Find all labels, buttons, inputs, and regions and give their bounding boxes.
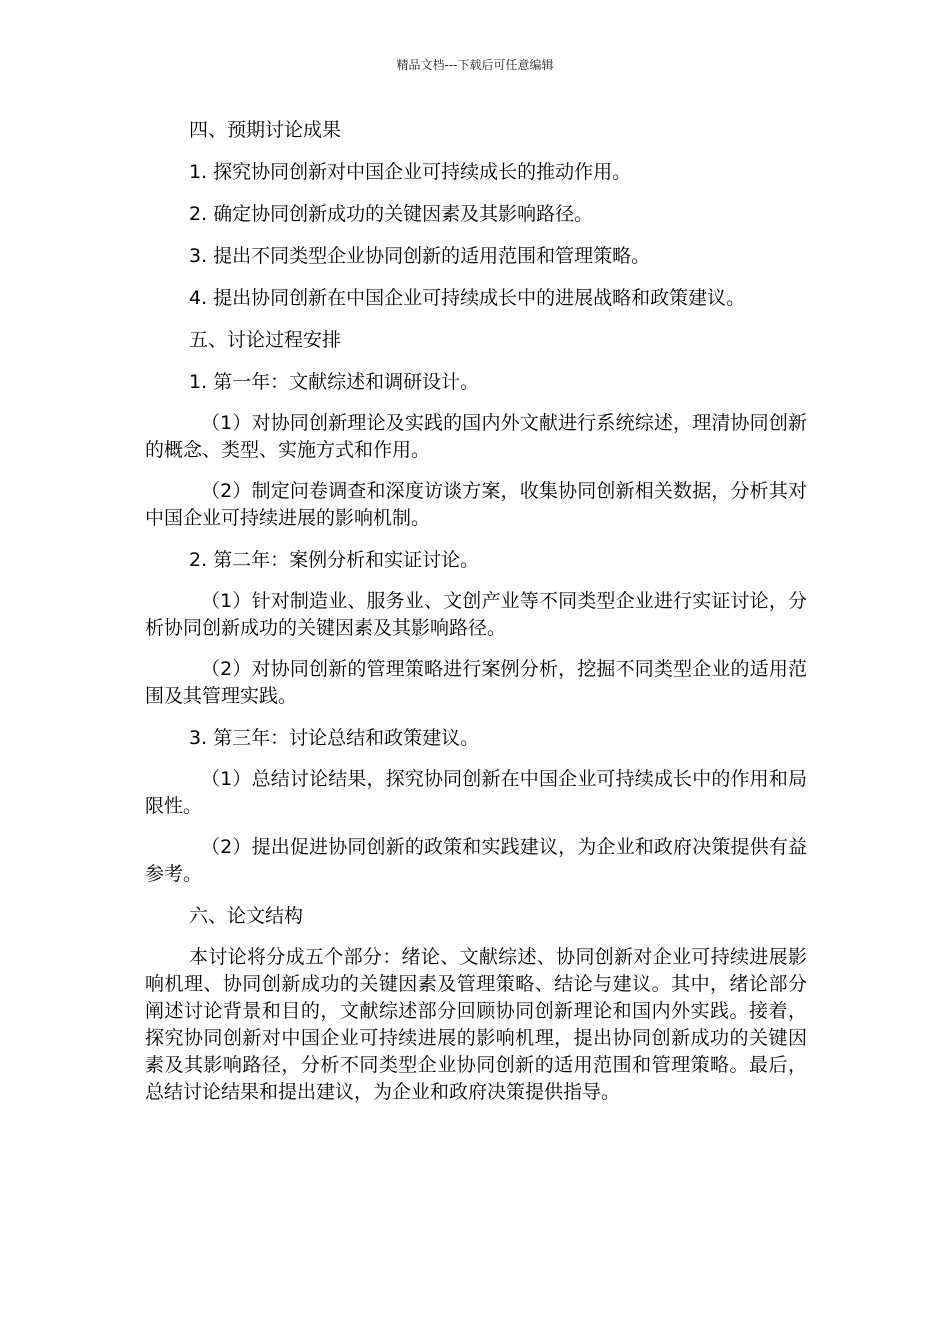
- sub-item-paragraph: （2）提出促进协同创新的政策和实践建议，为企业和政府决策提供有益参考。: [145, 836, 807, 885]
- section-heading-paper-structure: 六、论文结构: [189, 905, 304, 927]
- sub-item-paragraph: （2）制定问卷调查和深度访谈方案，收集协同创新相关数据，分析其对中国企业可持续进展的影响机制。: [145, 480, 807, 529]
- body-paragraph: 本讨论将分成五个部分：绪论、文献综述、协同创新对企业可持续进展影响机理、协同创新成功的关键因素及管理策略、结论与建议。其中，绪论部分阐述讨论背景和目的，文献综述部分回顾协同创新理论和国内外实践。接着，探究协同创新对中国企业可持续进展的影响机理，提出协同创新成功的关键因素及其影响路径，分析不同类型企业协同创新的适用范围和管理策略。最后，总结讨论结果和提出建议，为企业和政府决策提供指导。: [145, 946, 807, 1103]
- list-item: 2. 第二年：案例分析和实证讨论。: [189, 549, 480, 571]
- list-item: 2. 确定协同创新成功的关键因素及其影响路径。: [189, 203, 594, 225]
- list-item: 1. 第一年：文献综述和调研设计。: [189, 371, 480, 393]
- section-heading-research-schedule: 五、讨论过程安排: [189, 329, 342, 351]
- sub-item-paragraph: （1）针对制造业、服务业、文创产业等不同类型企业进行实证讨论，分析协同创新成功的关键因素及其影响路径。: [145, 590, 807, 639]
- page-header: 精品文档---下载后可任意编辑: [396, 58, 554, 72]
- list-item: 4. 提出协同创新在中国企业可持续成长中的进展战略和政策建议。: [189, 287, 746, 309]
- sub-item-paragraph: （1）对协同创新理论及实践的国内外文献进行系统综述，理清协同创新的概念、类型、实施方式和作用。: [145, 412, 807, 461]
- list-item: 3. 第三年：讨论总结和政策建议。: [189, 727, 480, 749]
- sub-item-paragraph: （1）总结讨论结果，探究协同创新在中国企业可持续成长中的作用和局限性。: [145, 768, 807, 817]
- list-item: 1. 探究协同创新对中国企业可持续成长的推动作用。: [189, 161, 632, 183]
- list-item: 3. 提出不同类型企业协同创新的适用范围和管理策略。: [189, 245, 651, 267]
- document-body: [145, 116, 807, 1120]
- section-heading-expected-results: 四、预期讨论成果: [189, 119, 342, 141]
- sub-item-paragraph: （2）对协同创新的管理策略进行案例分析，挖掘不同类型企业的适用范围及其管理实践。: [145, 658, 807, 707]
